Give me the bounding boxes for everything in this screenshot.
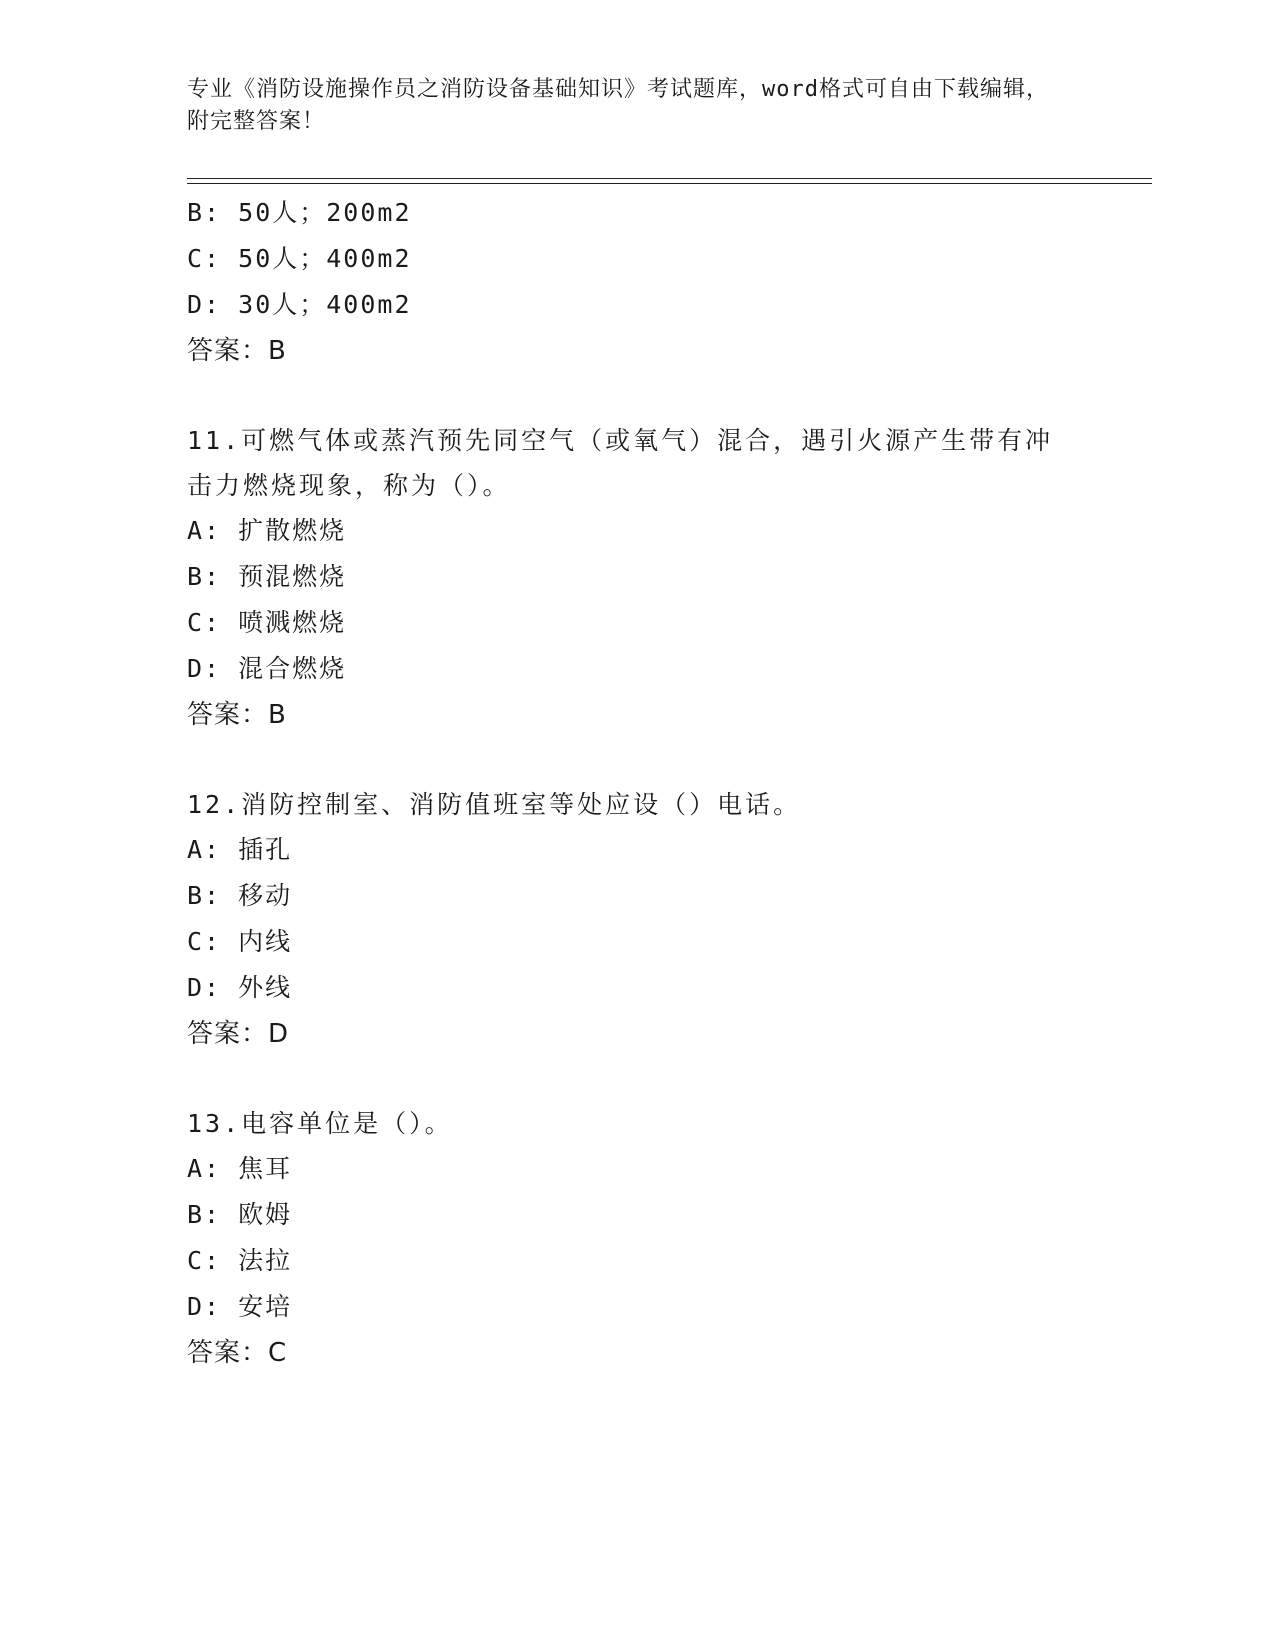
question-block-13 bbox=[187, 1101, 1087, 1376]
option-d: D: 混合燃烧 bbox=[187, 654, 347, 683]
question-text: 13.电容单位是（）。 bbox=[187, 1109, 453, 1138]
answer-label: 答案：B bbox=[187, 336, 287, 366]
header-rule-top bbox=[187, 178, 1152, 179]
option-c: C: 喷溅燃烧 bbox=[187, 608, 347, 637]
spacer bbox=[187, 738, 1087, 782]
question-block-12 bbox=[187, 782, 1087, 1057]
question-text: 12.消防控制室、消防值班室等处应设（）电话。 bbox=[187, 790, 802, 819]
option-c: C: 内线 bbox=[187, 927, 293, 956]
spacer bbox=[187, 374, 1087, 418]
document-header: 专业《消防设施操作员之消防设备基础知识》考试题库，word格式可自由下载编辑，附完整答案！ bbox=[187, 77, 1049, 134]
option-b: B: 50人；200m2 bbox=[187, 198, 412, 227]
answer-label: 答案：C bbox=[187, 1338, 288, 1368]
question-list bbox=[187, 190, 1087, 1376]
option-c: C: 法拉 bbox=[187, 1246, 293, 1275]
header-rule-bottom bbox=[187, 183, 1152, 184]
option-a: A: 扩散燃烧 bbox=[187, 516, 347, 545]
option-d: D: 外线 bbox=[187, 973, 293, 1002]
option-d: D: 安培 bbox=[187, 1292, 293, 1321]
option-b: B: 移动 bbox=[187, 881, 293, 910]
option-d: D: 30人；400m2 bbox=[187, 290, 412, 319]
option-a: A: 插孔 bbox=[187, 835, 293, 864]
option-a: A: 焦耳 bbox=[187, 1154, 293, 1183]
answer-label: 答案：B bbox=[187, 700, 287, 730]
question-block-prev bbox=[187, 190, 1087, 374]
spacer bbox=[187, 1057, 1087, 1101]
option-b: B: 预混燃烧 bbox=[187, 562, 347, 591]
question-block-11 bbox=[187, 418, 1087, 738]
answer-label: 答案：D bbox=[187, 1019, 290, 1049]
option-c: C: 50人；400m2 bbox=[187, 244, 412, 273]
option-b: B: 欧姆 bbox=[187, 1200, 293, 1229]
question-text: 11.可燃气体或蒸汽预先同空气（或氧气）混合，遇引火源产生带有冲击力燃烧现象，称为（）。 bbox=[187, 426, 1054, 500]
